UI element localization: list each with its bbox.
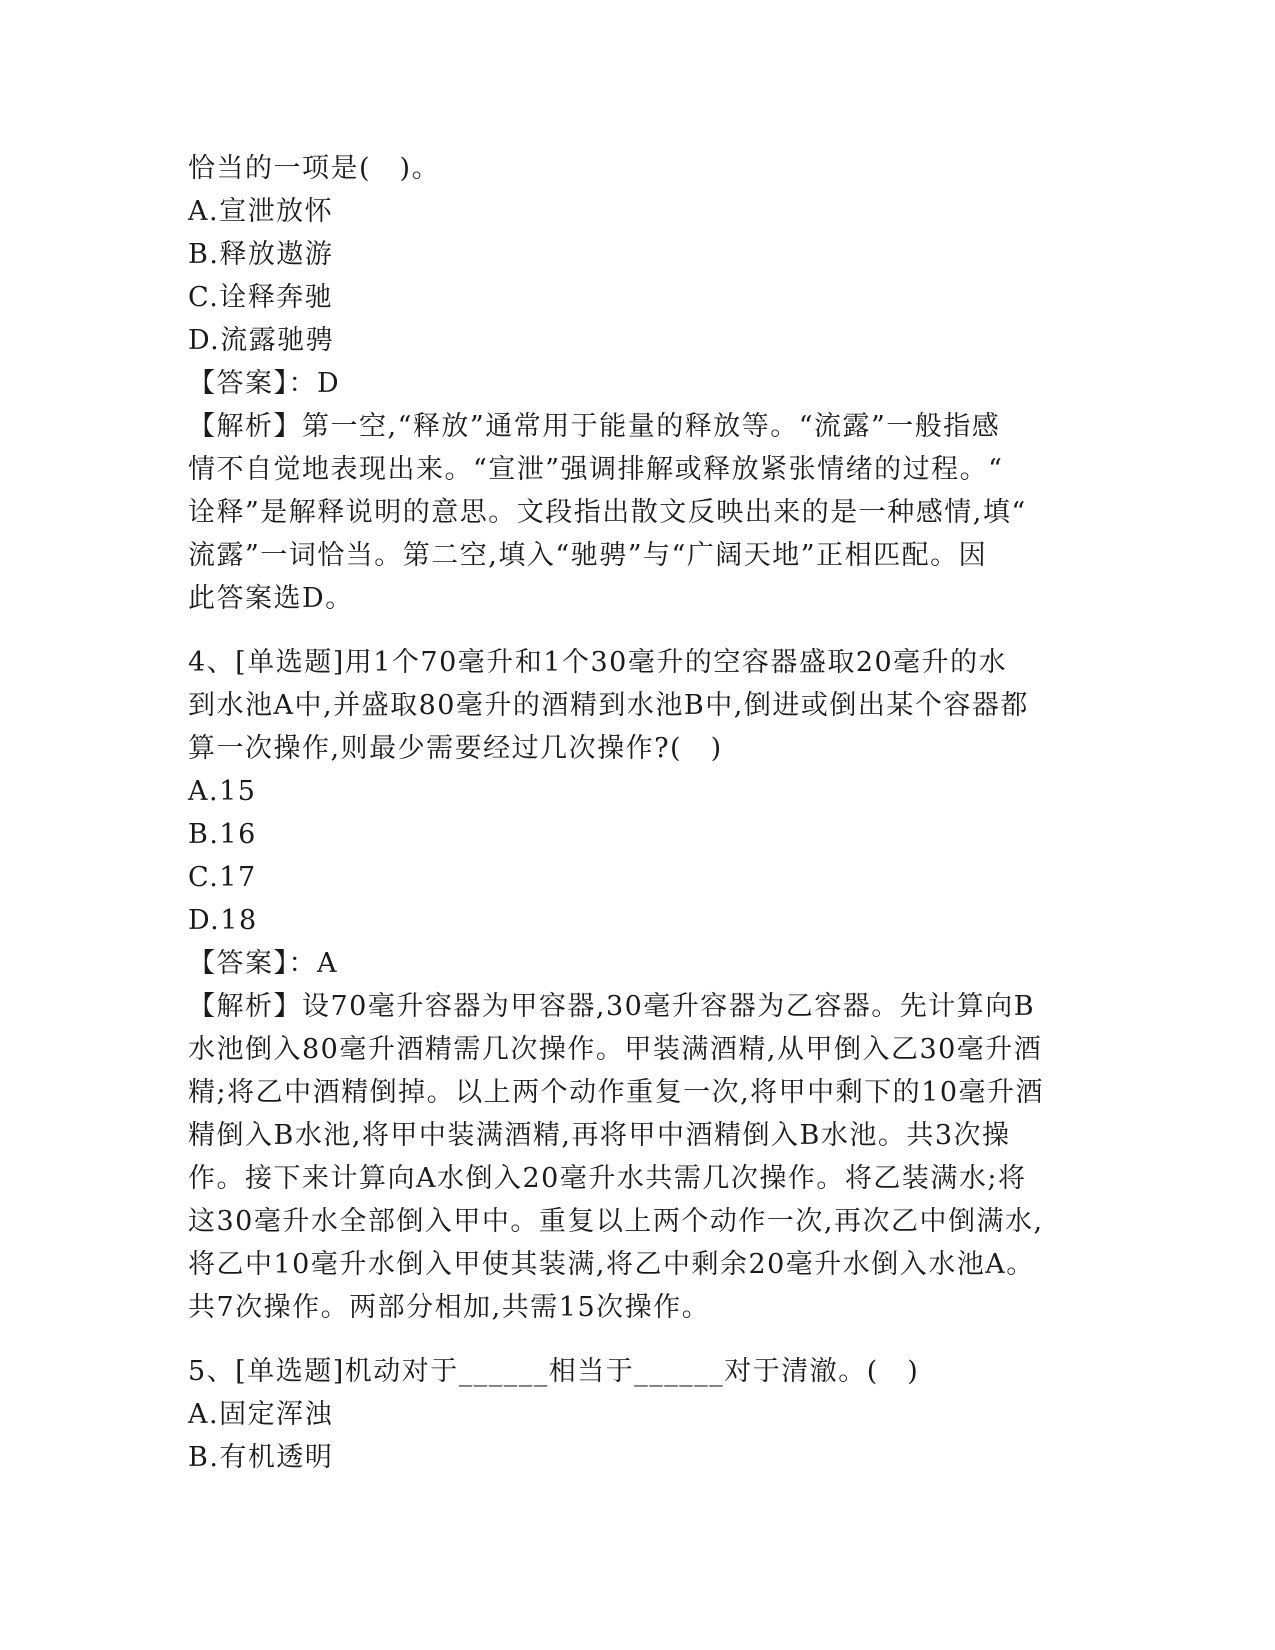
q4-option-c: C.17 [188, 862, 257, 893]
q3-option-a: A.宣泄放怀 [188, 196, 334, 227]
question-spacer [188, 620, 1088, 641]
q4-analysis-line: 【解析】设70毫升容器为甲容器,30毫升容器为乙容器。先计算向B [188, 991, 1036, 1022]
q5-option-b: B.有机透明 [188, 1442, 334, 1473]
q3-analysis-line: 情不自觉地表现出来。“宣泄”强调排解或释放紧张情绪的过程。“ [188, 454, 1004, 485]
q3-stem-tail: 恰当的一项是( )。 [188, 153, 441, 184]
q3-analysis-line: 流露”一词恰当。第二空,填入“驰骋”与“广阔天地”正相匹配。因 [188, 540, 988, 571]
q3-analysis-line: 诠释”是解释说明的意思。文段指出散文反映出来的是一种感情,填“ [188, 497, 1027, 528]
q4-stem-line: 4、[单选题]用1个70毫升和1个30毫升的空容器盛取20毫升的水 [188, 647, 1008, 678]
q5-stem: 5、[单选题]机动对于______相当于______对于清澈。( ) [188, 1356, 920, 1387]
question-spacer [188, 1329, 1088, 1350]
q4-analysis-line: 将乙中10毫升水倒入甲使其装满,将乙中剩余20毫升水倒入水池A。 [188, 1249, 1035, 1280]
q3-option-c: C.诠释奔驰 [188, 282, 334, 313]
q4-stem-line: 到水池A中,并盛取80毫升的酒精到水池B中,倒进或倒出某个容器都 [188, 690, 1029, 721]
q4-analysis-line: 精;将乙中酒精倒掉。以上两个动作重复一次,将甲中剩下的10毫升酒 [188, 1077, 1045, 1108]
q3-option-b: B.释放遨游 [188, 239, 334, 270]
q4-option-b: B.16 [188, 819, 257, 850]
q3-analysis-line: 【解析】第一空,“释放”通常用于能量的释放等。“流露”一般指感 [188, 411, 1001, 442]
q3-answer: 【答案】：D [188, 368, 341, 399]
document-content [188, 147, 1088, 1479]
q5-option-a: A.固定浑浊 [188, 1399, 334, 1430]
q3-option-d: D.流露驰骋 [188, 325, 335, 356]
q4-analysis-line: 共7次操作。两部分相加,共需15次操作。 [188, 1292, 711, 1323]
q3-analysis-line: 此答案选D。 [188, 583, 354, 614]
q4-analysis-line: 水池倒入80毫升酒精需几次操作。甲装满酒精,从甲倒入乙30毫升酒 [188, 1034, 1043, 1065]
q4-answer: 【答案】：A [188, 948, 338, 979]
q4-analysis-line: 作。接下来计算向A水倒入20毫升水共需几次操作。将乙装满水;将 [188, 1163, 1027, 1194]
q4-stem-line: 算一次操作,则最少需要经过几次操作?( ) [188, 733, 723, 764]
q4-analysis-line: 这30毫升水全部倒入甲中。重复以上两个动作一次,再次乙中倒满水, [188, 1206, 1044, 1237]
q4-analysis-line: 精倒入B水池,将甲中装满酒精,再将甲中酒精倒入B水池。共3次操 [188, 1120, 1011, 1151]
q4-option-a: A.15 [188, 776, 257, 807]
q4-option-d: D.18 [188, 905, 258, 936]
